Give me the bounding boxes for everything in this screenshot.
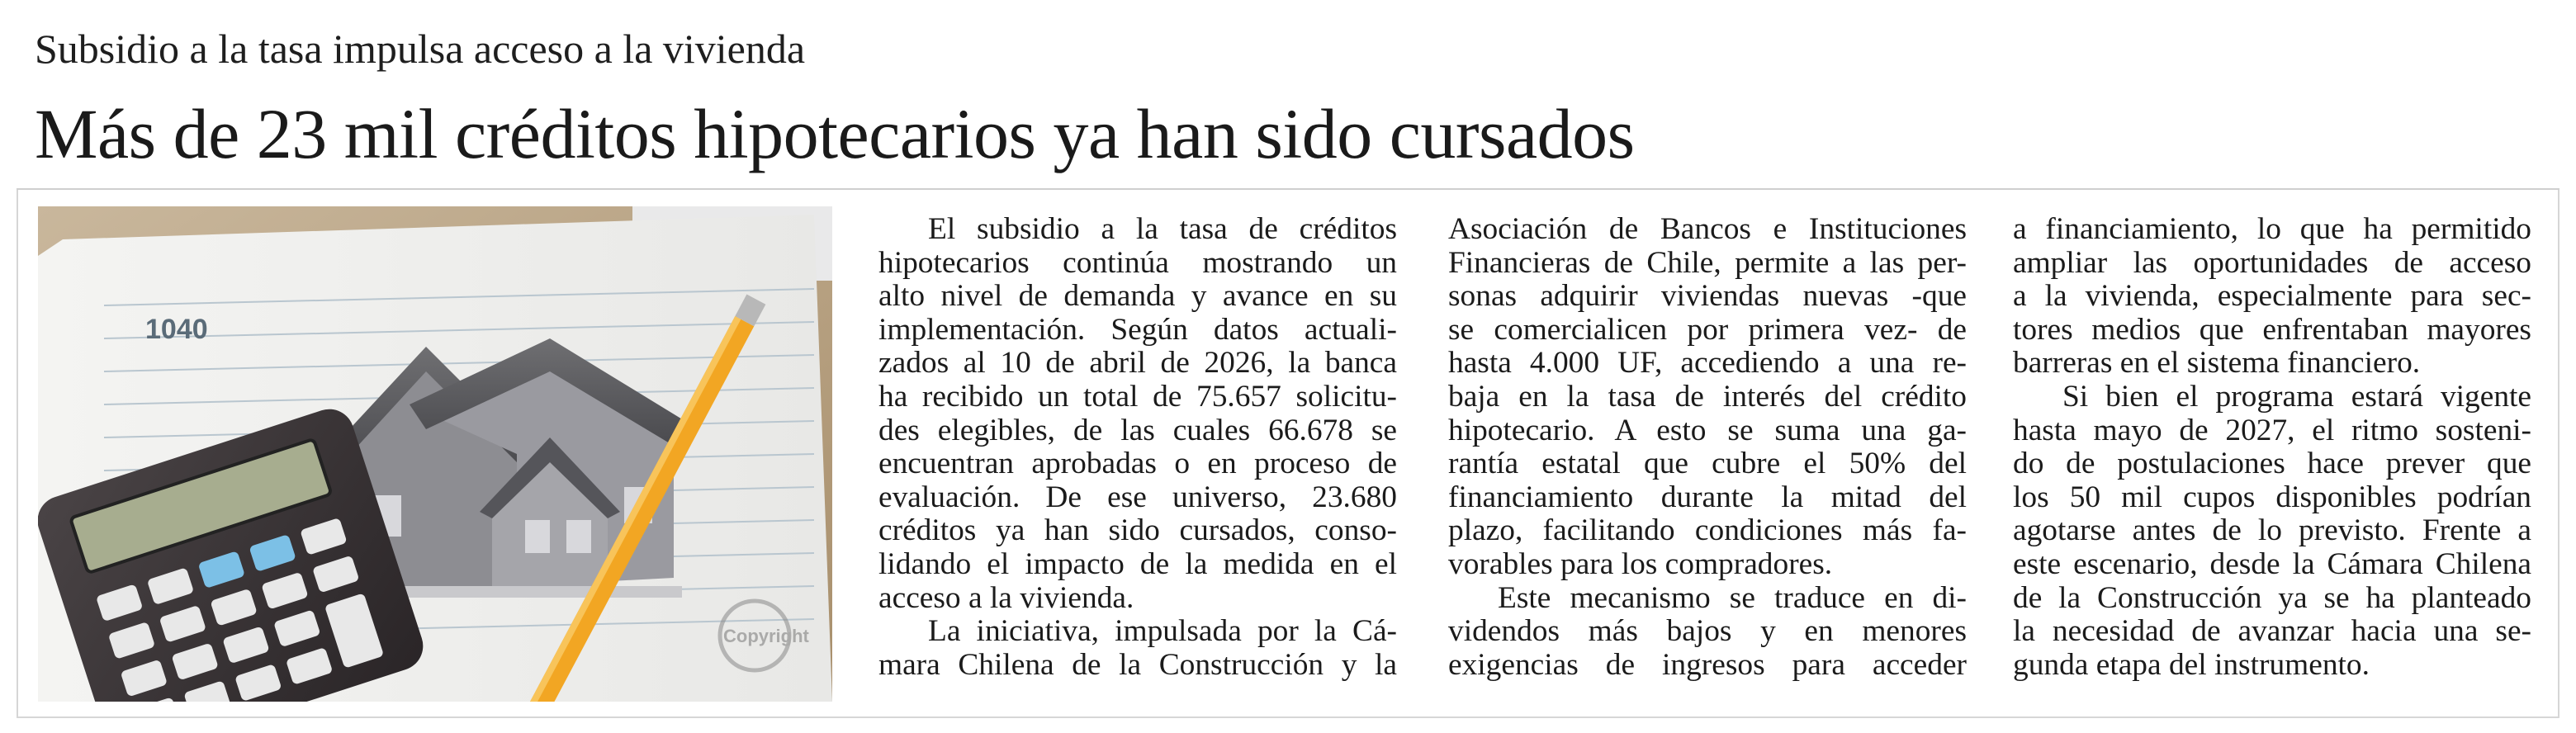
text-line: mara Chilena de la Construcción y la — [878, 648, 1397, 682]
text-line: La iniciativa, impulsada por la Cá- — [928, 615, 1397, 649]
text-line: rantía estatal que cubre el 50% del — [1448, 447, 1967, 481]
text-line: hasta mayo de 2027, el ritmo sosteni- — [2013, 414, 2531, 447]
text-line: plazo, facilitando condiciones más fa- — [1448, 514, 1967, 548]
text-line: evaluación. De ese universo, 23.680 — [878, 480, 1397, 514]
text-line: ha recibido un total de 75.657 solicitu- — [878, 380, 1397, 414]
text-line: do de postulaciones hace prever que — [2013, 447, 2531, 481]
text-line: Si bien el programa estará vigente — [2062, 380, 2531, 414]
text-line: acceso a la vivienda. — [878, 581, 1134, 615]
photo-watermark: Copyright — [723, 626, 809, 646]
text-line: agotarse antes de lo previsto. Frente a — [2013, 514, 2531, 548]
text-line: El subsidio a la tasa de créditos — [928, 213, 1397, 246]
text-line: barreras en el sistema financiero. — [2013, 347, 2421, 381]
text-line: alto nivel de demanda y avance en su — [878, 280, 1397, 314]
text-line: hasta 4.000 UF, accediendo a una re- — [1448, 347, 1967, 381]
article-headline: Más de 23 mil créditos hipotecarios ya han sido cursados — [35, 94, 1635, 173]
svg-text:1040: 1040 — [145, 314, 208, 345]
text-line: la necesidad de avanzar hacia una se- — [2013, 615, 2531, 649]
text-line: tores medios que enfrentaban mayores — [2013, 313, 2531, 347]
article-column-3 — [2013, 213, 2531, 682]
article-column-2 — [1448, 213, 1967, 682]
text-line: Financieras de Chile, permite a las per- — [1448, 246, 1967, 280]
article-photo — [38, 206, 832, 702]
text-line: implementación. Según datos actuali- — [878, 313, 1397, 347]
text-line: de la Construcción ya se ha planteado — [2013, 581, 2531, 615]
text-line: se comercialicen por primera vez- de — [1448, 313, 1967, 347]
text-line: lidando el impacto de la medida en el — [878, 547, 1397, 581]
text-line: videndos más bajos y en menores — [1448, 615, 1967, 649]
text-line: sonas adquirir viviendas nuevas -que — [1448, 280, 1967, 314]
text-line: a la vivienda, especialmente para sec- — [2013, 280, 2531, 314]
article-top-rule — [17, 188, 2559, 190]
text-line: hipotecario. A esto se suma una ga- — [1448, 414, 1967, 447]
text-line: los 50 mil cupos disponibles podrían — [2013, 480, 2531, 514]
house-calculator-photo-icon — [38, 206, 832, 702]
text-line: financiamiento durante la mitad del — [1448, 480, 1967, 514]
article-kicker: Subsidio a la tasa impulsa acceso a la vivienda — [35, 26, 806, 72]
text-line: ampliar las oportunidades de acceso — [2013, 246, 2531, 280]
article-column-1 — [878, 213, 1397, 682]
text-line: zados al 10 de abril de 2026, la banca — [878, 347, 1397, 381]
text-line: Este mecanismo se traduce en di- — [1498, 581, 1967, 615]
text-line: gunda etapa del instrumento. — [2013, 648, 2370, 682]
text-line: vorables para los compradores. — [1448, 547, 1833, 581]
text-line: encuentran aprobadas o en proceso de — [878, 447, 1397, 481]
text-line: hipotecarios continúa mostrando un — [878, 246, 1397, 280]
text-line: créditos ya han sido cursados, conso- — [878, 514, 1397, 548]
text-line: des elegibles, de las cuales 66.678 se — [878, 414, 1397, 447]
text-line: baja en la tasa de interés del crédito — [1448, 380, 1967, 414]
text-line: exigencias de ingresos para acceder — [1448, 648, 1967, 682]
text-line: Asociación de Bancos e Instituciones — [1448, 213, 1967, 246]
text-line: este escenario, desde la Cámara Chilena — [2013, 547, 2531, 581]
text-line: a financiamiento, lo que ha permitido — [2013, 213, 2531, 246]
